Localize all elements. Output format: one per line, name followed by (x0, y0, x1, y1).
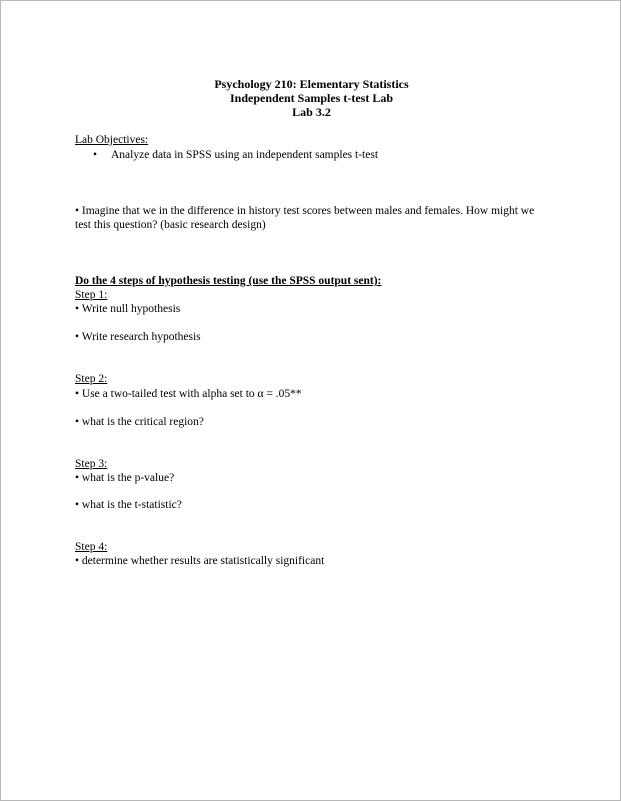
objective-item: • Analyze data in SPSS using an independent samples t-test (93, 149, 379, 161)
step-1-label: Step 1: (75, 289, 108, 301)
step-2-item-critical: • what is the critical region? (75, 416, 204, 428)
objectives-heading: Lab Objectives: (75, 134, 149, 146)
step-2-label: Step 2: (75, 373, 108, 385)
step-3-label: Step 3: (75, 458, 108, 470)
document-header (1, 77, 621, 119)
step-2-item-alpha: • Use a two-tailed test with alpha set to α = .05** (75, 388, 302, 400)
intro-question: • Imagine that we in the difference in history test scores between males and females. How might we test this question? (basic research design) (75, 205, 535, 231)
objectives-list (93, 148, 378, 162)
steps-heading: Do the 4 steps of hypothesis testing (use the SPSS output sent): (75, 275, 382, 287)
step-4-label: Step 4: (75, 541, 108, 553)
step-4-item-significance: • determine whether results are statistically significant (75, 555, 325, 567)
bullet-icon: • (93, 149, 98, 161)
lab-title: Independent Samples t-test Lab (229, 91, 394, 105)
step-1-item-research: • Write research hypothesis (75, 331, 201, 343)
step-3-item-tstat: • what is the t-statistic? (75, 499, 182, 511)
lab-number: Lab 3.2 (292, 105, 331, 119)
step-1-item-null: • Write null hypothesis (75, 303, 181, 315)
course-title: Psychology 210: Elementary Statistics (214, 77, 409, 91)
step-3-item-pvalue: • what is the p-value? (75, 472, 175, 484)
